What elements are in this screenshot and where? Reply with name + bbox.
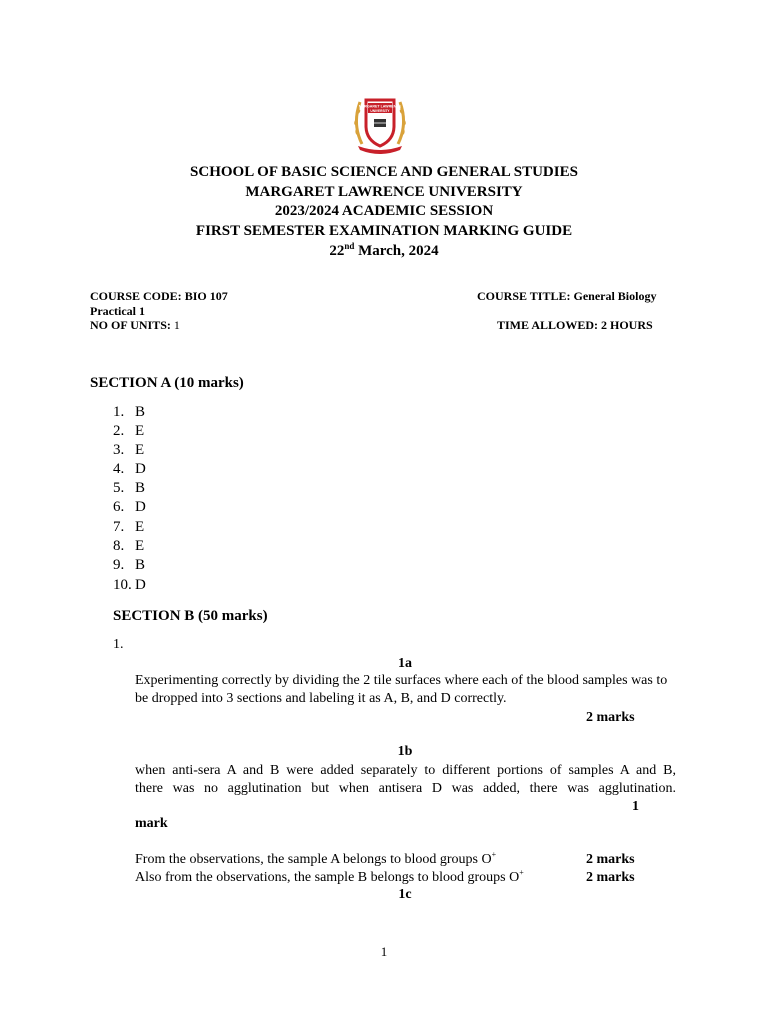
course-title-value: General Biology [573, 289, 657, 303]
answer-number: 6. [113, 499, 125, 515]
observation-a-sup: + [491, 850, 497, 859]
q1a-text: Experimenting correctly by dividing the 2 tile surfaces where each of the blood samples was to be dropped into 3 sections and labeling it as A, B, and D correctly. [135, 673, 668, 706]
answer-item [113, 441, 173, 460]
practical-label: Practical 1 [90, 304, 145, 318]
answer-letter: E [135, 423, 145, 439]
answer-number: 3. [113, 442, 125, 458]
q1b-marks-number: 1 [632, 799, 639, 814]
exam-title: FIRST SEMESTER EXAMINATION MARKING GUIDE [195, 223, 573, 239]
q1a-label: 1a [398, 656, 412, 671]
course-title-label: COURSE TITLE: [477, 289, 571, 303]
university-logo [350, 92, 410, 156]
observation-a [135, 851, 496, 869]
answer-item [113, 537, 173, 556]
answer-number: 4. [113, 461, 125, 477]
observation-a-text: From the observations, the sample A belongs to blood groups O [135, 852, 492, 867]
academic-session: 2023/2024 ACADEMIC SESSION [274, 203, 494, 219]
university-name: MARGARET LAWRENCE UNIVERSITY [245, 184, 523, 200]
course-title [477, 289, 656, 303]
answer-number: 9. [113, 557, 125, 573]
observation-b [135, 869, 524, 887]
q1b-label: 1b [397, 744, 413, 759]
observation-a-marks: 2 marks [586, 852, 635, 867]
answer-item [113, 556, 173, 575]
answer-letter: D [135, 499, 146, 515]
answer-number: 7. [113, 519, 125, 535]
observation-b-text: Also from the observations, the sample B belongs to blood groups O [135, 870, 520, 885]
q1c-label: 1c [398, 887, 412, 902]
logo-text-bottom: UNIVERSITY [370, 108, 390, 113]
course-code-value: BIO 107 [184, 289, 228, 303]
answer-letter: B [135, 480, 146, 496]
answer-letter: E [135, 538, 145, 554]
answer-letter: D [135, 577, 146, 593]
date-day: 22 [329, 243, 345, 259]
q1a-marks: 2 marks [586, 710, 635, 725]
answer-item [113, 460, 173, 479]
answer-item [113, 498, 173, 517]
course-code-label: COURSE CODE: [90, 289, 182, 303]
answer-letter: B [135, 404, 146, 420]
section-a-title: SECTION A (10 marks) [90, 375, 244, 391]
date-suffix: nd [344, 241, 355, 251]
time-label: TIME ALLOWED: [497, 318, 599, 332]
q1b-text-line1: when anti-sera A and B were added separately to different portions of samples A and B, [135, 763, 676, 778]
answer-letter: E [135, 442, 145, 458]
answer-item [113, 422, 173, 441]
answer-number: 5. [113, 480, 125, 496]
answer-item [113, 403, 173, 422]
question-number: 1. [113, 637, 124, 652]
section-b-title: SECTION B (50 marks) [113, 608, 268, 624]
answer-number: 10. [113, 577, 132, 593]
answer-item [113, 576, 173, 595]
logo-text-top: MARGARET LAWRENCE [358, 104, 402, 109]
date-rest: March, 2024 [354, 243, 439, 259]
answer-letter: E [135, 519, 145, 535]
answer-number: 2. [113, 423, 125, 439]
answer-letter: B [135, 557, 146, 573]
answer-number: 1. [113, 404, 125, 420]
answer-item [113, 479, 173, 498]
answer-item [113, 518, 173, 537]
answer-number: 8. [113, 538, 125, 554]
q1b-text-line2: there was no agglutination but when antisera D was added, there was agglutination. [135, 781, 676, 796]
observation-b-marks: 2 marks [586, 870, 635, 885]
time-allowed [497, 318, 653, 332]
units-value: 1 [173, 318, 180, 332]
page-number: 1 [380, 944, 388, 959]
units-label: NO OF UNITS: [90, 318, 171, 332]
q1b-marks-word: mark [135, 816, 168, 831]
answer-letter: D [135, 461, 146, 477]
time-value: 2 HOURS [601, 318, 653, 332]
course-code [90, 289, 228, 303]
no-of-units [90, 318, 180, 332]
exam-date [0, 241, 768, 261]
observation-b-sup: + [519, 868, 524, 877]
school-name: SCHOOL OF BASIC SCIENCE AND GENERAL STUDIES [190, 164, 578, 180]
